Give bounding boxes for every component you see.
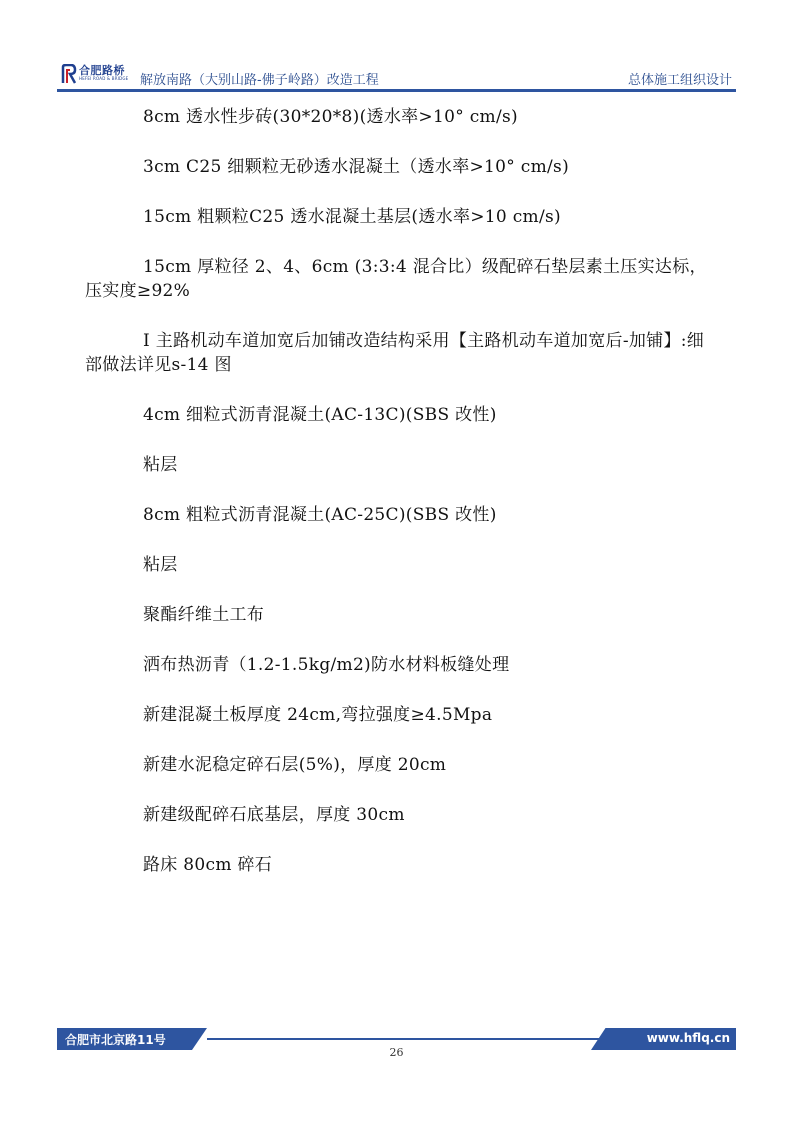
paragraph: 8cm 粗粒式沥青混凝土(AC-25C)(SBS 改性) — [143, 505, 497, 525]
page-number: 26 — [389, 1046, 404, 1059]
footer-website: www.hflq.cn — [646, 1031, 730, 1045]
project-title: 解放南路（大别山路-佛子岭路）改造工程 — [140, 73, 379, 88]
paragraph: 路床 80cm 碎石 — [143, 855, 273, 875]
paragraph: 8cm 透水性步砖(30*20*8)(透水率>10° cm/s) — [143, 107, 518, 127]
paragraph: 15cm 厚粒径 2、4、6cm (3:3:4 混合比）级配碎石垫层素土压实达标，压实度≥92% — [85, 257, 707, 301]
company-logo — [57, 62, 127, 86]
paragraph: Ⅰ 主路机动车道加宽后加铺改造结构采用【主路机动车道加宽后-加铺】:细部做法详见s-14 图 — [85, 331, 705, 375]
document-body — [85, 105, 710, 903]
paragraph: 新建水泥稳定碎石层(5%)，厚度 20cm — [143, 755, 447, 775]
paragraph: 新建级配碎石底基层，厚度 30cm — [143, 805, 405, 825]
footer-divider — [207, 1038, 602, 1040]
paragraph: 聚酯纤维土工布 — [143, 605, 265, 625]
footer-address: 合肥市北京路11号 — [65, 1033, 166, 1047]
paragraph: 粘层 — [143, 455, 178, 475]
paragraph: 粘层 — [143, 555, 178, 575]
header-divider — [57, 89, 736, 92]
document-title: 总体施工组织设计 — [627, 73, 732, 88]
logo-text: 合肥路桥 — [79, 64, 125, 77]
paragraph: 新建混凝土板厚度 24cm,弯拉强度≥4.5Mpa — [143, 705, 493, 725]
logo-icon — [61, 64, 77, 84]
paragraph: 洒布热沥青（1.2-1.5kg/m2)防水材料板缝处理 — [143, 655, 510, 675]
logo-subtext: HEFEI ROAD & BRIDGE — [79, 76, 129, 81]
paragraph: 4cm 细粒式沥青混凝土(AC-13C)(SBS 改性) — [143, 405, 497, 425]
page-header — [57, 60, 736, 90]
paragraph: 3cm C25 细颗粒无砂透水混凝土（透水率>10° cm/s) — [143, 157, 570, 177]
paragraph: 15cm 粗颗粒C25 透水混凝土基层(透水率>10 cm/s) — [143, 207, 561, 227]
